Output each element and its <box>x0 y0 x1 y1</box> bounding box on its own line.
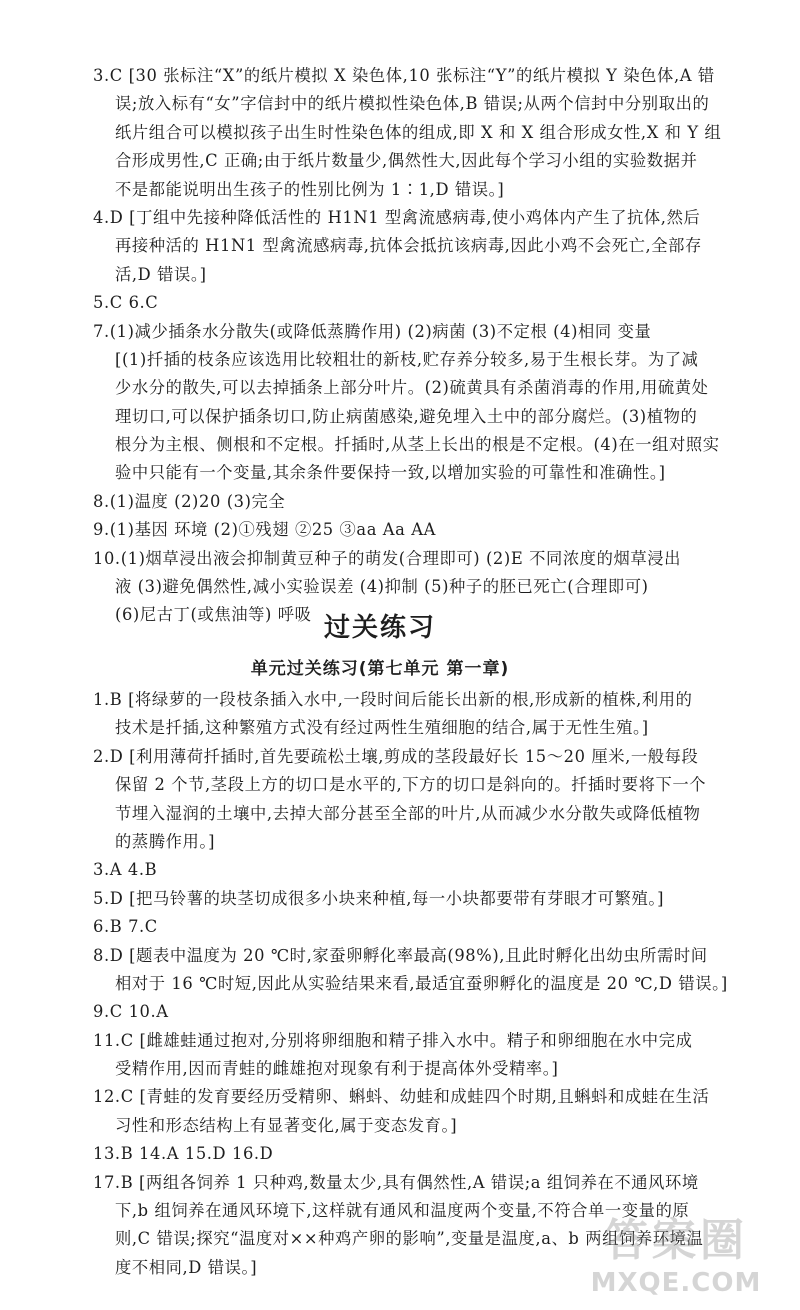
answer-line: 5.C 6.C <box>93 293 159 313</box>
answer-line: 习性和形态结构上有显著变化,属于变态发育。] <box>115 1115 458 1135</box>
answer-line: 验中只能有一个变量,其余条件要保持一致,以增加实验的可靠性和准确性。] <box>115 463 666 483</box>
answer-line: 8.D [题表中温度为 20 ℃时,家蚕卵孵化率最高(98%),且此时孵化出幼虫所需时间 <box>93 945 708 965</box>
answer-line: 理切口,可以保护插条切口,防止病菌感染,避免埋入土中的部分腐烂。(3)植物的 <box>115 406 698 426</box>
answer-line: 3.C [30 张标注“X”的纸片模拟 X 染色体,10 张标注“Y”的纸片模拟 Y 染色体,A 错 <box>93 66 715 85</box>
answer-line: 下,b 组饲养在通风环境下,这样就有通风和温度两个变量,不符合单一变量的原 <box>115 1201 690 1221</box>
answer-line: 受精作用,因而青蛙的雌雄抱对现象有利于提高体外受精率。] <box>115 1059 559 1079</box>
answer-line: 17.B [两组各饲养 1 只种鸡,数量太少,具有偶然性,A 错误;a 组饲养在不通风环境 <box>93 1172 699 1192</box>
answer-line: 合形成男性,C 正确;由于纸片数量少,偶然性大,因此每个学习小组的实验数据并 <box>115 151 698 171</box>
answer-line: 9.(1)基因 环境 (2)①残翅 ②25 ③aa Aa AA <box>93 520 436 540</box>
answer-line: 4.D [丁组中先接种降低活性的 H1N1 型禽流感病毒,使小鸡体内产生了抗体,然后 <box>93 207 701 227</box>
answer-line: 则,C 错误;探究“温度对××种鸡产卵的影响”,变量是温度,a、b 两组饲养环境温 <box>115 1229 704 1249</box>
answer-line: 12.C [青蛙的发育要经历受精卵、蝌蚪、幼蛙和成蛙四个时期,且蝌蚪和成蛙在生活 <box>93 1087 710 1107</box>
answer-line: [(1)扦插的枝条应该选用比较粗壮的新枝,贮存养分较多,易于生根长芽。为了减 <box>115 349 699 369</box>
answer-line: 少水分的散失,可以去掉插条上部分叶片。(2)硫黄具有杀菌消毒的作用,用硫黄处 <box>115 378 709 398</box>
answer-line: 纸片组合可以模拟孩子出生时性染色体的组成,即 X 和 X 组合形成女性,X 和 Y 组 <box>115 122 722 142</box>
answer-line: 5.D [把马铃薯的块茎切成很多小块来种植,每一小块都要带有芽眼才可繁殖。] <box>93 888 665 908</box>
answer-line: 不是都能说明出生孩子的性别比例为 1∶1,D 错误。] <box>115 179 505 199</box>
answer-line: 误;放入标有“女”字信封中的纸片模拟性染色体,B 错误;从两个信封中分别取出的 <box>115 94 710 114</box>
answer-line: 2.D [利用薄荷扦插时,首先要疏松土壤,剪成的茎段最好长 15～20 厘米,一般每段 <box>93 746 699 766</box>
answer-line: 6.B 7.C <box>93 917 158 937</box>
answer-line: 根分为主根、侧根和不定根。扦插时,从茎上长出的根是不定根。(4)在一组对照实 <box>115 435 720 455</box>
site-watermark <box>566 1204 786 1304</box>
answer-line: 1.B [将绿萝的一段枝条插入水中,一段时间后能长出新的根,形成新的植株,利用的 <box>93 690 693 709</box>
section-title: 过关练习 <box>323 613 436 643</box>
answer-line: 7.(1)减少插条水分散失(或降低蒸腾作用) (2)病菌 (3)不定根 (4)相同 变量 <box>93 321 652 341</box>
watermark-logo-text: 答案圈 <box>604 1215 748 1266</box>
answers-section-top <box>93 62 722 630</box>
answer-line: 8.(1)温度 (2)20 (3)完全 <box>93 491 286 511</box>
answer-line: 13.B 14.A 15.D 16.D <box>93 1144 274 1164</box>
answer-line: 10.(1)烟草浸出液会抑制黄豆种子的萌发(合理即可) (2)E 不同浓度的烟草浸出 <box>93 548 682 568</box>
answer-line: 相对于 16 ℃时短,因此从实验结果来看,最适宜蚕卵孵化的温度是 20 ℃,D 错误。] <box>115 973 728 993</box>
answer-line: 技术是扦插,这种繁殖方式没有经过两性生殖细胞的结合,属于无性生殖。] <box>115 718 649 738</box>
watermark-url: MXQE.COM <box>590 1268 762 1298</box>
answer-line: 节埋入湿润的土壤中,去掉大部分甚至全部的叶片,从而减少水分散失或降低植物 <box>115 803 701 823</box>
answer-line: 度不相同,D 错误。] <box>115 1257 258 1277</box>
answer-line: 活,D 错误。] <box>115 264 207 284</box>
answer-line: 的蒸腾作用。] <box>115 831 216 851</box>
answer-line: 再接种活的 H1N1 型禽流感病毒,抗体会抵抗该病毒,因此小鸡不会死亡,全部存 <box>115 236 702 256</box>
unit-subtitle: 单元过关练习(第七单元 第一章) <box>250 659 510 679</box>
answer-line: 9.C 10.A <box>93 1002 169 1022</box>
answer-line: 液 (3)避免偶然性,减小实验误差 (4)抑制 (5)种子的胚已死亡(合理即可) <box>115 577 649 597</box>
answer-line: 11.C [雌雄蛙通过抱对,分别将卵细胞和精子排入水中。精子和卵细胞在水中完成 <box>93 1030 693 1050</box>
answer-line: (6)尼古丁(或焦油等) 呼吸 <box>115 605 312 625</box>
answer-line: 3.A 4.B <box>93 860 158 880</box>
answer-line: 保留 2 个节,茎段上方的切口是水平的,下方的切口是斜向的。扦插时要将下一个 <box>115 775 707 795</box>
